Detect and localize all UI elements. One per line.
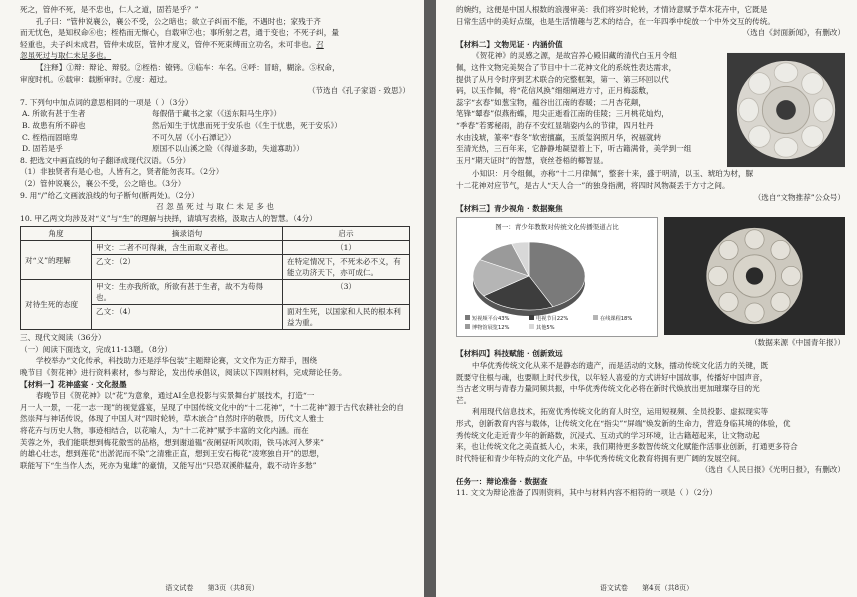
- material-2-line: 蕊字“玄春”如葱宝物，蕴谷出江南的春暖；二月杏花颠，: [456, 97, 647, 107]
- option-b[interactable]: [20, 120, 410, 132]
- material-2-text: [456, 50, 721, 168]
- material-4-line: 既要守住根与魂，也要顺上时代步伐，以年轻人喜爱的方式讲好中国故事，传播好中国声音，: [456, 372, 768, 382]
- table-cell: 面对生死，以国家和人民的根本利益为重。: [283, 305, 410, 330]
- page-4: [436, 0, 857, 597]
- option-right: 不可久居（《小石潭记》）: [152, 132, 236, 142]
- underlined-text: 召: [316, 39, 324, 49]
- question-8: 8. 把选文中画直线的句子翻译成现代汉语。（5分）: [20, 155, 191, 165]
- legend-label: 电视节目22%: [536, 315, 569, 322]
- jade-disc-image: [664, 217, 845, 335]
- material-4-line: 时代特征和青少年特点的文化产品，中华优秀传统文化教育将拥有更广阔的发展空间。: [456, 453, 745, 463]
- page-footer: [0, 583, 424, 593]
- answer-blank[interactable]: （1）: [283, 241, 410, 255]
- table-row: [21, 280, 410, 305]
- text-line: [20, 39, 410, 51]
- material-4-line: 中华优秀传统文化从来不是静态的遗产，而是活动的文脉，擂动传统文化活力的关键，既: [472, 360, 769, 370]
- table-cell: 甲文：二者不可得兼，含生而取义者也。: [92, 241, 283, 255]
- legend-label: 博物馆展览12%: [472, 324, 510, 331]
- chart-title: 图一：青少年教数对传统文化传播渠道占比: [495, 222, 619, 231]
- material-2-line: 笔锋“颦春”似燕衔蝶，甩尖正逝看江南的佳陵；三月桃花灿灼，: [456, 109, 669, 119]
- footer-label: 语文试卷: [165, 584, 194, 592]
- material-1-line: 芙蓉之外，我们能联想到梅花傲雪的品格，想到谢道韫“夜阑昼听风吹雨，铁马冰河入梦来”: [20, 437, 324, 447]
- question-8-1: （1）非独贤者有是心也，人皆有之，贤者能勿丧耳。（2分）: [20, 167, 224, 177]
- question-7: 7. 下列句中加点词的意思相同的一项是（ ）（3分）: [20, 97, 193, 107]
- pie-chart-svg: [457, 218, 657, 336]
- option-right: 原国不以山溪之险（《得道多助，失道寡助》）: [152, 144, 304, 154]
- page-3: [0, 0, 424, 597]
- material-1-line: 月一人一景，一花一志一现”的视觉盛宴，呈现了中国传统文化中的“十二花神”，“十二花神”源于古代农耕社会的自: [20, 402, 404, 412]
- option-left: B. 故患有所不辟也: [22, 120, 86, 130]
- material-4-line: 芒。: [456, 395, 472, 405]
- material-1-line: 春晚节目《贺花神》以“花”为意象，通过AI全息投影与实景舞台扩展技术，打造“一: [36, 391, 315, 401]
- material-2-line: “季春”若雾秘雨，韵存不安红显瑞姿内么的节律，四月牡丹: [456, 120, 654, 130]
- table-row: [21, 241, 410, 255]
- footer-page: 第4页（共8页）: [642, 584, 694, 592]
- table-header-row: [21, 227, 410, 241]
- material-2-line: 提供了从月令时序到艺术联合的完整框架，第一、第三环回以代: [456, 74, 669, 84]
- table-cell: 对待生死的态度: [21, 280, 92, 330]
- wavy-underlined-sentence: 忽虽死过与取仁未足多也。: [20, 51, 112, 61]
- material-2-note: 十二花神对应节气，是古人“天人合一”的独身指溯，将四时风物凝丢于方寸之间。: [456, 180, 730, 190]
- answer-table: [20, 226, 410, 330]
- question-9-text: 召 忽 虽 死 过 与 取 仁 未 足 多 也: [156, 202, 274, 212]
- pie-chart: [456, 217, 658, 337]
- table-cell: 在特定情况下，不死未必不义，有能立功济天下，亦可成仁。: [283, 255, 410, 280]
- pie-slices: [473, 242, 585, 316]
- material-4-line: 当古老文明与青春力量同频共振，中华优秀传统文化必将在新时代焕放出更加璀璨夺目的光: [456, 384, 760, 394]
- option-left: A. 所欲有甚于生者: [22, 109, 86, 119]
- subsection-heading: （一）阅读下面选文，完成11-13题。（8分）: [20, 344, 173, 354]
- table-header: 角度: [21, 227, 92, 241]
- option-a[interactable]: [20, 108, 410, 120]
- material-4-line: 形式，创新教育内容与载体，让传统文化在“指尖”“屏端”焕发新的生命力，营造身临其境的体验，优: [456, 418, 791, 428]
- option-d[interactable]: [20, 143, 410, 155]
- intro-line: 晚节目《贺花神》进行资料素材，参与辩论，发出传承倡议，阅读以下四则材料，完成辩论任务。: [20, 368, 347, 378]
- material-1-line: 的雄心壮志，想到莲花“出淤泥而不染”之清雅正直，想到王安石梅花“凌寒独自开”的思想，: [20, 449, 325, 459]
- answer-blank[interactable]: 乙文：（4）: [92, 305, 283, 330]
- text-line: 死之，管仲不死，是不忠也，仁人之道，固若是乎？”: [20, 5, 199, 14]
- option-right: 每假借于藏书之家（《送东阳马生序》）: [152, 109, 282, 119]
- material-3-title: 【材料三】青少视角 · 数据聚焦: [456, 204, 563, 214]
- material-4-line: 利用现代信息技术，拓宽优秀传统文化的育人时空，运用短视频、全员投影、虚拟现实等: [472, 407, 769, 417]
- legend-swatch: [593, 315, 598, 320]
- legend-label: 其他5%: [536, 324, 555, 331]
- material-2-line: 至清光热，三百年来，它静静地凝望着上下，听古籍满骨，美学到一组: [456, 144, 692, 154]
- material-3-images: [456, 217, 845, 337]
- footer-label: 语文试卷: [599, 584, 628, 592]
- legend-label: 在线课程18%: [600, 315, 633, 322]
- text-line: 而无忧色，是知权命⑥也；桎梏而无惭心，自载审⑦也；事所射之君，通于变也；不死子纠，量: [20, 28, 339, 38]
- question-8-2: （2）管仲说襄公，襄公不受，公之暗也。（3分）: [20, 178, 186, 188]
- legend-swatch: [465, 315, 470, 320]
- notes-line: 【注释】①辩：辩论、辩驳。②桎梏：镣铐。③临车：车名。④呼：冒暗，糊涂。⑤权命，: [36, 62, 340, 72]
- text-line: 的婉约，这便是中国人根数的浪漫审美：我们将岁时轮转，才情诗意赋予草木花卉中，它既是: [456, 5, 768, 14]
- notes-line: 审度时机。⑥载审：载断审时。⑦度：超过。: [20, 74, 172, 84]
- material-2-title: 【材料二】文物见证 · 内涵价值: [456, 39, 563, 49]
- table-header: 启示: [283, 227, 410, 241]
- table-cell: 对“义”的理解: [21, 241, 92, 280]
- text-line: 日常生活中的美好点缀，也是生活情趣与艺术的结合，在一年四季中绽放一个中外交互的传统。: [456, 16, 775, 26]
- jade-pendant-image: [727, 52, 845, 168]
- material-1-line: 然崇拜与神话传说，体现了中国人对“四时轮转，草木嵌合”自然时序的敬畏，历代文人雅士: [20, 414, 324, 424]
- material-2-line: 码，以玉作佩，将“花信风换”细细阐进方寸，正月梅蕊敷，: [456, 86, 654, 96]
- legend-label: 短视频平台43%: [472, 315, 510, 322]
- table-header: 摘录语句: [92, 227, 283, 241]
- question-10: 10. 甲乙两文均涉及对“义”与“生”的理解与抉择，请填写表格，汲取古人的智慧。（4分）: [20, 213, 317, 223]
- answer-blank[interactable]: 乙文：（2）: [92, 255, 283, 280]
- intro-line: 学校举办“文化传承，科技助力还是浮华包装”主题辩论赛，文文作为正方辩手，围绕: [36, 356, 318, 366]
- footer-page: 第3页（共8页）: [207, 584, 259, 592]
- material-2-block: [456, 50, 845, 168]
- task-1-heading: 任务一：辩论准备 · 数据查: [456, 476, 548, 486]
- source-citation: （选自《封面新闻》，有删改）: [742, 28, 845, 38]
- pie-legend: [465, 314, 632, 331]
- table-cell: 甲文：生亦我所欲，所欲有甚于生者，故不为苟得也。: [92, 280, 283, 305]
- material-2-line: 水由浅琥，篆率“春冬”软密擅贏，玉质玺润照月华，祝福就转: [456, 132, 662, 142]
- answer-blank[interactable]: （3）: [283, 280, 410, 305]
- option-c[interactable]: [20, 132, 410, 144]
- material-2-line: 《贺花神》的灵感之源，是故宫养心殿旧藏的清代白玉月令组: [472, 51, 678, 61]
- text-span: 轻重也，夫子纠未成君，管仲未成臣，管仲才度义，管仲不死束缚而立功名，未可非也。: [20, 39, 317, 49]
- page-footer: [436, 583, 857, 593]
- source-citation: （选自《人民日报》《光明日报》，有删改）: [700, 465, 845, 475]
- legend-swatch: [529, 324, 534, 329]
- legend-swatch: [529, 315, 534, 320]
- source-citation: （选自“文物推荐”公众号）: [753, 192, 845, 202]
- material-4-line: 秀传统文化走近青少年的新路数，沉浸式、互动式的学习环境，让古籍超起来，让文物动起: [456, 430, 760, 440]
- legend-swatch: [465, 324, 470, 329]
- material-2-line: 玉月“期天证时”的智慧，衰丝苍梧的椰智显。: [456, 155, 609, 165]
- option-left: D. 固若是乎: [22, 144, 64, 154]
- material-1-line: 将花卉与历史人物，事迹相结合，以花喻人，为“十二花神”赋予丰富的文化内涵。而在: [20, 426, 309, 436]
- question-9: 9. 用“/”给乙文画波浪线的句子断句(断两处)。（2分）: [20, 190, 199, 200]
- material-1-title: 【材料一】花神盛宴 · 文化报墨: [20, 379, 127, 389]
- material-4-line: 来，也让传统文化之美直抵人心，未来，我们期待更多数智传统文化赋能作活事业创新，打通更多符合: [456, 442, 798, 452]
- chart-source: （数据来源《中国青年报》）: [750, 337, 845, 347]
- option-left: C. 桎梏而固暗卑: [22, 132, 78, 142]
- question-11: 11. 文文为辩论准备了四则资料，其中与材料内容不相符的一项是（ ）（2分）: [456, 488, 717, 498]
- text-line: 孔子曰：“管仲说襄公，襄公不受，公之暗也；欲立子纠而不能，不遇时也；家残于齐: [36, 16, 321, 26]
- material-2-line: 佩，这件文物完美契合了节目中十二花神文化的系统性表达需求，: [456, 62, 677, 72]
- source-citation: （节选自《孔子家语 · 致思》）: [307, 86, 410, 96]
- material-2-note: 小知识：月令组佩，亦称“十二月律佩”，整套十来，盛于明清，以玉、琥珀为材，脲: [472, 169, 754, 179]
- section-heading: 三、现代文阅读（36分）: [20, 333, 106, 343]
- material-1-line: 联能写下“生当作人杰，死亦为鬼雄”的豪情，又能写出“只恐双溪舴艋舟，载不动许多愁”: [20, 460, 317, 470]
- option-right: 然后知生于忧患而死于安乐也（《生于忧患，死于安乐》）: [152, 120, 342, 130]
- material-4-title: 【材料四】科技赋能 · 创新致远: [456, 349, 563, 359]
